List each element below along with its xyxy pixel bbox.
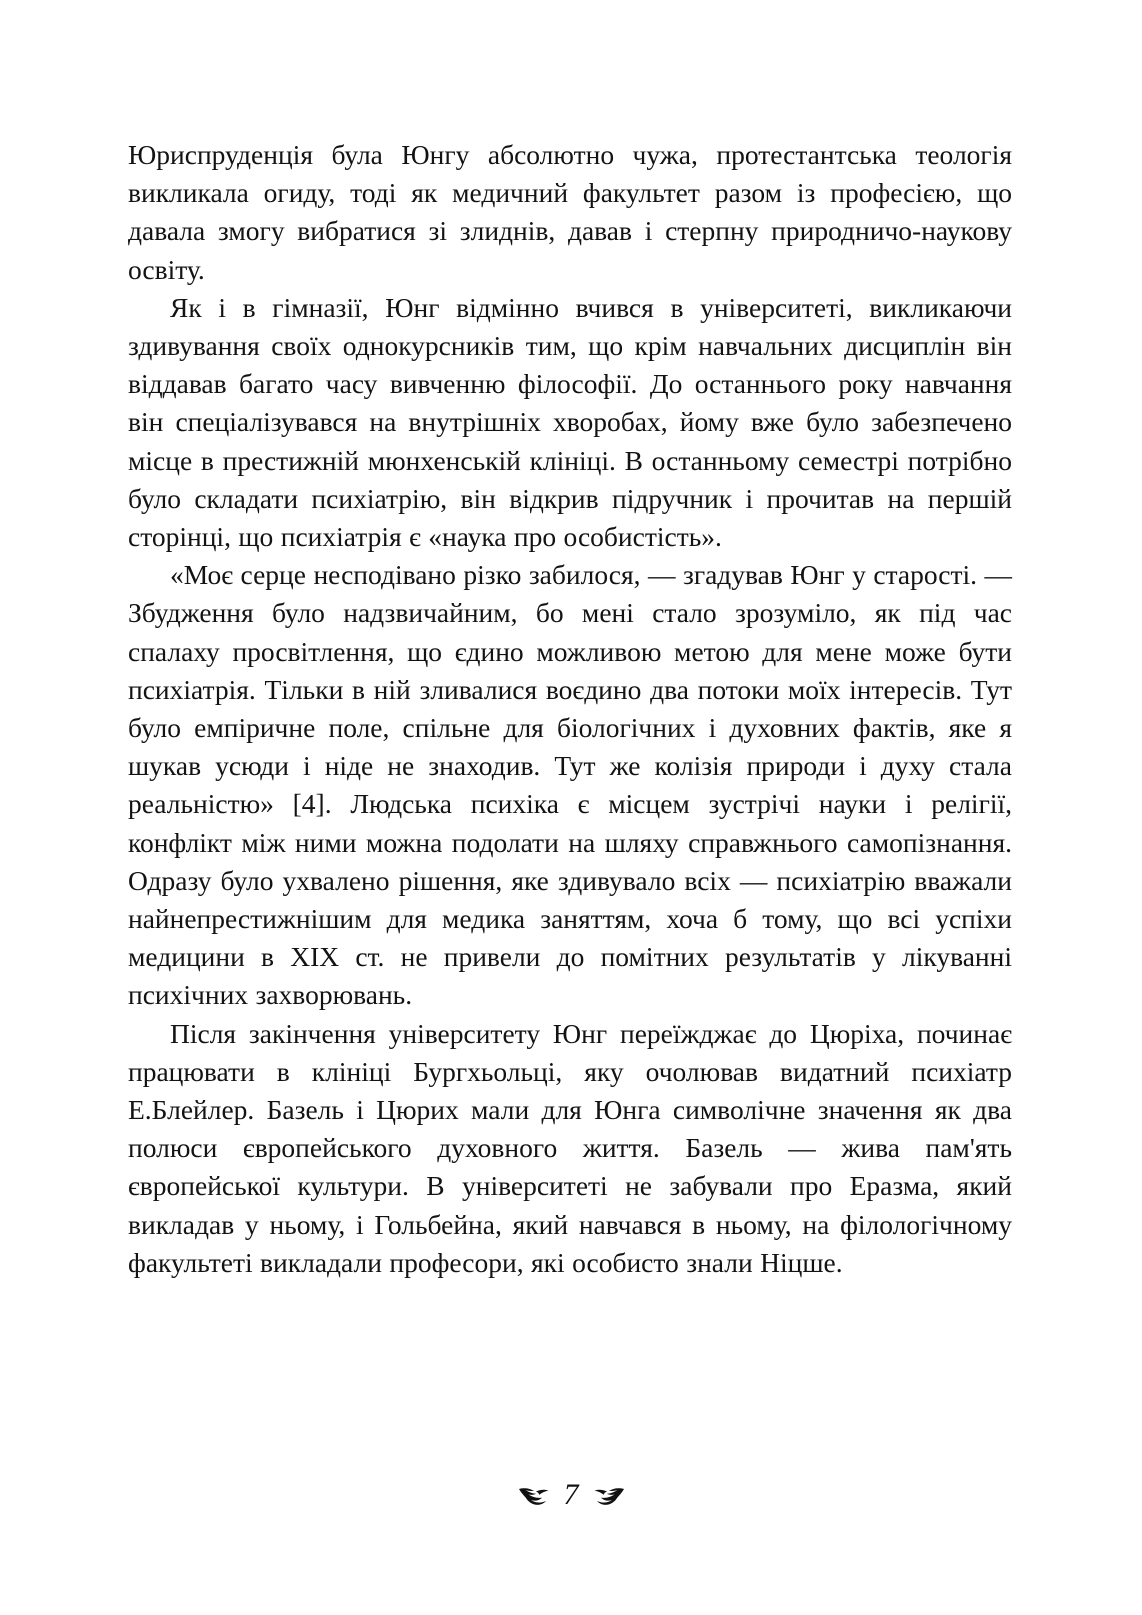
page-footer — [0, 1478, 1142, 1512]
page-number: 7 — [563, 1478, 579, 1511]
paragraph-1: Юриспруденція була Юнгу абсолютно чужа, протестантська теологія викликала огиду, тоді як медичний факультет разом із професією, що давала змогу вибратися зі злиднів, давав і стерпну природничо-наукову освіту. — [128, 139, 1012, 285]
page-text-body — [128, 136, 1012, 1282]
paragraph-4: Після закінчення університету Юнг переїжджає до Цюріха, починає працювати в клініці Бургхьольці, яку очолював видатний психіатр Е.Блейлер. Базель і Цюрих мали для Юнга символічне значення як два полюси європейського духовного життя. Базель — жива пам'ять європейської культури. В університеті не забували про Еразма, який викладав у ньому, і Гольбейна, який навчався в ньому, на філологічному факультеті викладали професори, які особисто знали Ніцше. — [128, 1017, 1012, 1278]
leaf-flourish-icon — [592, 1482, 626, 1508]
paragraph-2: Як і в гімназії, Юнг відмінно вчився в університеті, викликаючи здивування своїх однокурсників тим, що крім навчальних дисциплін він віддавав багато часу вивченню філософії. До останнього року навчання він спеціалізувався на внутрішніх хворобах, йому вже було забезпечено місце в престижній мюнхенській клініці. В останньому семестрі потрібно було складати психіатрію, він відкрив підручник і прочитав на першій сторінці, що психіатрія є «наука про особистість». — [128, 291, 1012, 553]
leaf-flourish-icon — [517, 1482, 551, 1508]
paragraph-3: «Моє серце несподівано різко забилося, — згадував Юнг у старості. — Збудження було надзвичайним, бо мені стало зрозуміло, як під час спалаху просвітлення, що єдино можливою метою для мене може бути психіатрія. Тільки в ній зливалися воєдино два потоки моїх інтересів. Тут було емпіричне поле, спільне для біологічних і духовних фактів, яке я шукав усюди і ніде не знаходив. Тут же колізія природи і духу стала реальністю» [4]. Людська психіка є місцем зустрічі науки і релігії, конфлікт між ними можна подолати на шляху справжнього самопізнання. Одразу було ухвалено рішення, яке здивувало всіх — психіатрію вважали найнепрестижнішим для медика заняттям, хоча б тому, що всі успіхи медицини в XIX ст. не привели до помітних результатів у лікуванні психічних захворювань. — [128, 559, 1012, 1011]
